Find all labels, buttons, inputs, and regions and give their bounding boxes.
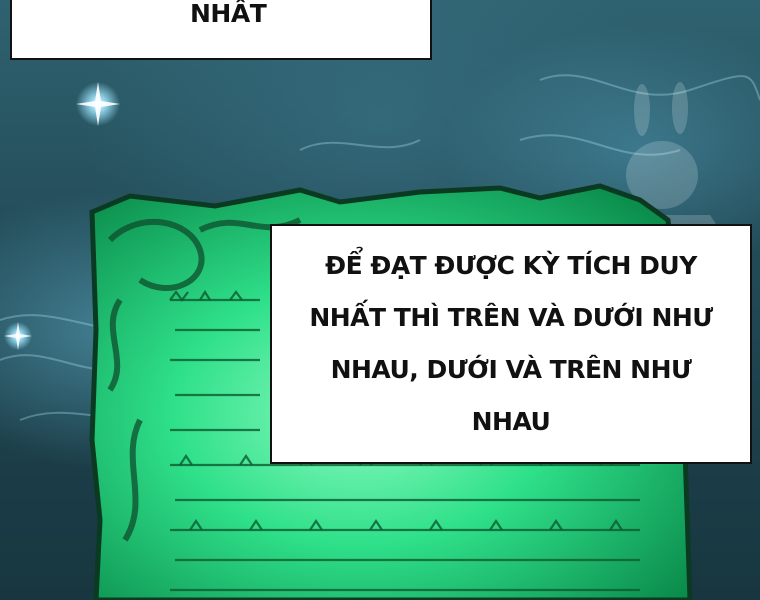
sparkle-icon xyxy=(4,322,32,350)
caption-line: NHAU, DƯỚI VÀ TRÊN NHƯ xyxy=(330,355,692,384)
caption-text: NHẤT xyxy=(190,0,267,28)
caption-box-top xyxy=(10,0,432,60)
caption-line: ĐỂ ĐẠT ĐƯỢC KỲ TÍCH DUY xyxy=(325,251,697,280)
sparkle-icon xyxy=(76,82,120,126)
caption-box-main xyxy=(270,224,752,464)
caption-line: NHẤT THÌ TRÊN VÀ DƯỚI NHƯ xyxy=(309,303,713,332)
caption-line: NHAU xyxy=(471,407,551,436)
